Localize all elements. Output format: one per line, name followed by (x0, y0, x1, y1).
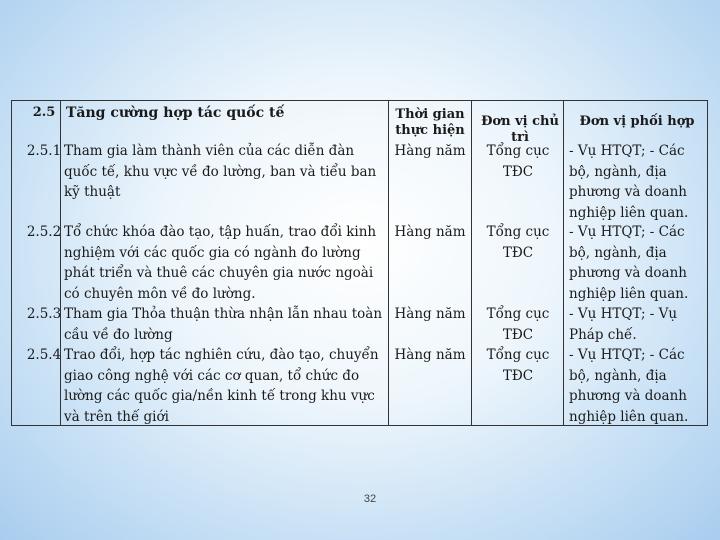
lead-unit: Tổng cục TĐC (486, 306, 550, 343)
task-description: Tham gia Thỏa thuận thừa nhận lẫn nhau toàn cầu về đo lường (64, 306, 383, 343)
row-number: 2.5.1 (26, 143, 62, 159)
time-frame: Hàng năm (394, 143, 466, 159)
coordinating-units: - Vụ HTQT; - Các bộ, ngành, địa phương và doanh nghiệp liên quan. (569, 347, 689, 425)
time-frame: Hàng năm (394, 347, 466, 363)
lead-unit: Tổng cục TĐC (486, 143, 550, 180)
column-divider (563, 101, 564, 425)
lead-unit: Tổng cục TĐC (486, 347, 550, 384)
activity-table (11, 100, 708, 426)
task-description: Trao đổi, hợp tác nghiên cứu, đào tạo, chuyển giao công nghệ với các cơ quan, tổ chức đo lường các quốc gia/nền kinh tế trong khu vực và trên thế giới (64, 347, 379, 425)
column-header-lead: Đơn vị chủ trì (481, 114, 559, 145)
column-header-time: Thời gian thực hiện (395, 107, 465, 138)
coordinating-units: - Vụ HTQT; - Vụ Pháp chế. (569, 306, 678, 343)
time-frame: Hàng năm (394, 224, 466, 240)
task-description: Tổ chức khóa đào tạo, tập huấn, trao đổi kinh nghiệm với các quốc gia có ngành đo lường phát triển và thuê các chuyên gia nước ngoài có chuyên môn về đo lường. (64, 224, 377, 302)
column-header-coord: Đơn vị phối hợp (579, 114, 695, 129)
task-description: Tham gia làm thành viên của các diễn đàn quốc tế, khu vực về đo lường, ban và tiểu ban kỹ thuật (64, 143, 377, 200)
section-number: 2.5 (32, 105, 56, 120)
lead-unit: Tổng cục TĐC (486, 224, 550, 261)
row-number: 2.5.4 (26, 347, 62, 363)
coordinating-units: - Vụ HTQT; - Các bộ, ngành, địa phương và doanh nghiệp liên quan. (569, 143, 689, 221)
row-number: 2.5.2 (26, 224, 62, 240)
time-frame: Hàng năm (394, 306, 466, 322)
section-title: Tăng cường hợp tác quốc tế (66, 105, 285, 121)
column-divider (471, 101, 472, 425)
page-number: 32 (363, 493, 377, 505)
coordinating-units: - Vụ HTQT; - Các bộ, ngành, địa phương và doanh nghiệp liên quan. (569, 224, 689, 302)
row-number: 2.5.3 (26, 306, 62, 322)
